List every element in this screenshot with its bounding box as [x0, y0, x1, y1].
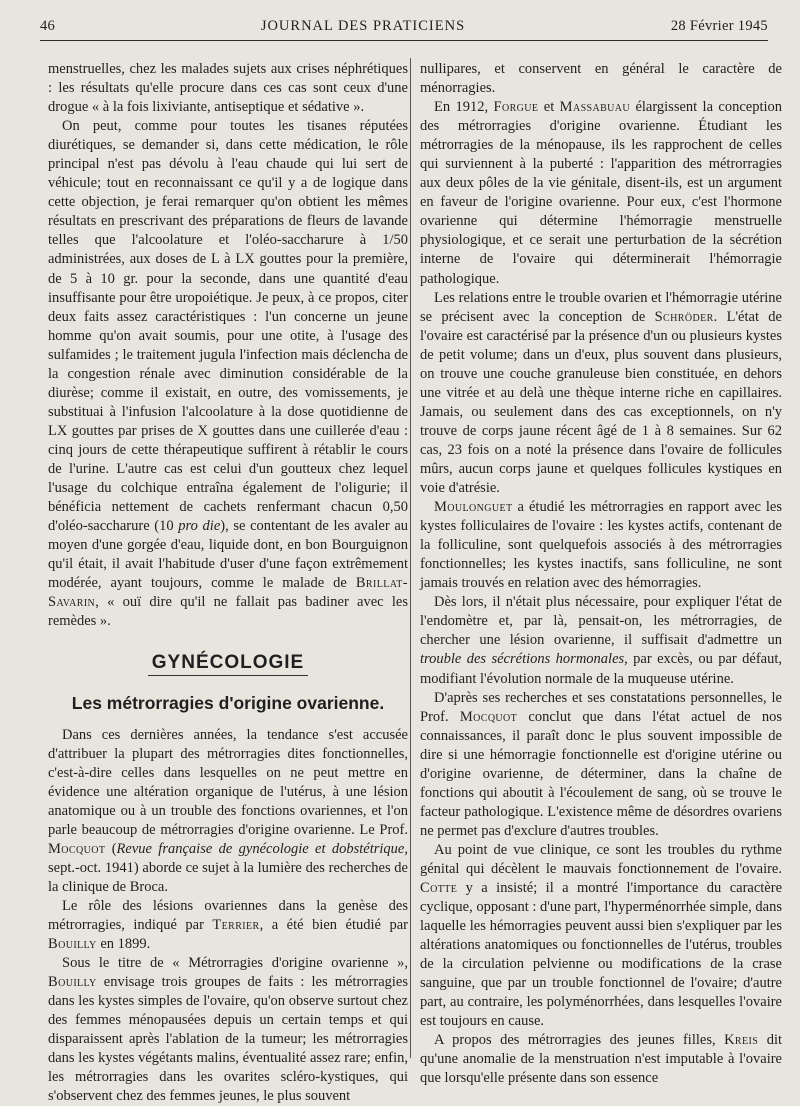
paragraph: menstruelles, chez les malades sujets aux crises néphrétiques : les résultats qu'elle procure dans ces cas sont ceux d'une drogue « à la fois lixiviante, antiseptique et sédative ».: [48, 61, 408, 116]
right-column: [420, 60, 783, 1087]
column-divider: [410, 58, 411, 1058]
paragraph: Au point de vue clinique, ce sont les troubles du rythme génital qui décèlent le mauvais fonctionnement de l'ovaire. Cotte y a insisté; il a montré l'importance du caractère cyclique, opposant : d'une part, l'hyperménorrhée simple, dans laquelle les hémorragies peuvent aussi bien s'expliquer par les altérations anatomiques ou fonctionnelles de l'utérus, troubles de la circulation pelvienne ou modifications de la crase sanguine, que par un trouble fonctionnel de l'ovaire; d'autre part, au contraire, les polyménorrhées, dans lesquelles l'ovaire est toujours en cause.: [420, 841, 782, 1030]
page-number: 46: [40, 17, 56, 34]
running-header: [40, 14, 768, 38]
section-rule: [148, 675, 308, 676]
paragraph: Le rôle des lésions ovariennes dans la genèse des métrorragies, indiqué par Terrier, a été bien étudié par Bouilly en 1899.: [48, 897, 408, 953]
paragraph: nullipares, et conservent en général le caractère de ménorragies.: [420, 61, 782, 97]
paragraph: Sous le titre de « Métrorragies d'origine ovarienne », Bouilly envisage trois groupes de faits : les métrorragies dans les kystes simples de l'ovaire, qu'on observe surtout chez des femmes ménopausées depuis un certain temps et qui disparaissent après l'ablation de la tumeur; les métrorragies dans les kystes végétants malins, éventualité assez rare; enfin, les métrorragies dans les ovarites scléro-kystiques, qui s'observent chez des femmes jeunes, le plus souvent: [48, 955, 408, 1105]
paragraph: Les relations entre le trouble ovarien et l'hémorragie utérine se précisent avec la conception de Schröder. L'état de l'ovaire est caractérisé par la présence d'un ou plusieurs kystes de petit volume; dans un d'eux, plus souvent dans plusieurs, on trouve une couche granuleuse bien constituée, en dehors une vitrée et au delà une thèque interne riche en capillaires. Jamais, ou seulement dans des cas exceptionnels, on n'y trouve de corps jaune récent âgé de 1 à 8 semaines. Sur 62 cas, 23 fois on a noté la présence dans l'ovaire de follicules mûrs, aucun corps jaune et quelques follicules kystiques en voie d'atrésie.: [420, 289, 782, 497]
paragraph: En 1912, Forgue et Massabuau élargissent la conception des métrorragies d'origine ovarienne. Étudiant les métrorragies de la ménopause, ils les rapprochent de celles qui surviennent à la puberté : l'apparition des métrorragies aux deux pôles de la vie génitale, disent-ils, est un argument en faveur de l'origine ovarienne. Pour eux, c'est l'hormone ovarienne qui détermine l'hémorragie menstruelle physiologique, et ce serait une perturbation de la sécrétion interne de l'ovaire qui déterminerait l'hémorragie pathologique.: [420, 99, 783, 287]
paragraph: Dans ces dernières années, la tendance s'est accusée d'attribuer la plupart des métrorragies dites fonctionnelles, c'est-à-dire celles dans lesquelles on ne peut mettre en évidence une altération organique de l'utérus, à une lésion anatomique ou à un trouble des fonctions ovariennes, et l'on parle beaucoup de métrorragies d'origine ovarienne. Le Prof. Mocquot (Revue française de gynécologie et dobstétrique, sept.-oct. 1941) aborde ce sujet à la lumière des recherches de la clinique de Broca.: [48, 726, 408, 895]
paragraph: On peut, comme pour toutes les tisanes réputées diurétiques, se demander si, dans cette médication, le rôle principal n'est pas dévolu à l'eau chaude qui lui sert de véhicule; tout en reconnaissant ce qu'il y a de logique dans cette objection, je ferai remarquer qu'on obtient les mêmes résultats en prescrivant des préparations de fleurs de lavande telles que l'alcoolature et l'oléo-saccharure à 1/50 administrées, aux doses de L à LX gouttes pour la première, de 5 à 10 gr. pour la seconde, dans une quantité d'eau insuffisante pour être uropoiétique. Je peux, à ce propos, citer deux faits assez caractéristiques : l'un concerne un jeune homme qu'on avait soumis, pour une otite, à l'usage des sulfamides ; le traitement jugula l'infection mais déclencha de la congestion rénale avec diminution considérable de la diurèse; comme il existait, en outre, des vomissements, je substituai à l'infusion l'alcoolature à la dose quotidienne de LX gouttes par prises de X gouttes dans une cuillerée d'eau : cinq jours de cette thérapeutique suffirent à rétablir le cours de l'urine. L'autre cas est celui d'un goutteux chez lequel l'usage du colchique entraîna également de l'oligurie; il bénéficia nettement de cachets renfermant chacun 0,50 d'oléo-saccharure (10 pro die), se contentant de les avaler au moyen d'une gorgée d'eau, liquide dont, en bon Bourguignon qu'il était, il avait l'habitude d'user d'une façon extrêmement modérée, ayant toujours, comme le malade de Brillat-Savarin, « ouï dire qu'il ne fallait pas badiner avec les remèdes ».: [48, 118, 409, 630]
paragraph: A propos des métrorragies des jeunes filles, Kreis dit qu'une anomalie de la menstruation n'est imputable à l'ovaire que lorsqu'elle présente dans son essence: [420, 1032, 783, 1087]
paragraph: D'après ses recherches et ses constatations personnelles, le Prof. Mocquot conclut que dans l'état actuel de nos connaissances, il paraît donc le plus souvent impossible de dire si une hémorragie fonctionnelle est d'origine utérine ou d'origine ovarienne, de déterminer, dans la chaîne de fonctions qui aboutit à l'écoulement de sang, où se trouve le facteur pathologique. L'existence même de désordres ovariens ne permet pas d'exclure d'autres troubles.: [420, 689, 782, 839]
header-rule: [40, 40, 768, 41]
article-title: Les métrorragies d'origine ovarienne.: [71, 693, 385, 714]
issue-date: 28 Février 1945: [670, 17, 768, 34]
paragraph: Moulonguet a étudié les métrorragies en rapport avec les kystes folliculaires de l'ovaire : les kystes actifs, contenant de la folliculine, sont quelquefois associés à des métrorragies fonctionnelles; les kystes inactifs, sans folliculine, ne sont jamais trouvés en relation avec des hémorragies.: [420, 499, 782, 592]
journal-title: JOURNAL DES PRATICIENS: [260, 17, 466, 34]
paragraph: Dès lors, il n'était plus nécessaire, pour expliquer l'état de l'endomètre et, par là, pensait-on, les métrorragies, de chercher une lésion ovarienne, il suffisait d'admettre un trouble des sécrétions hormonales, par excès, ou par défaut, modifiant l'évolution normale de la muqueuse utérine.: [420, 594, 782, 687]
left-column: [48, 60, 409, 1105]
section-title: GYNÉCOLOGIE: [151, 652, 305, 674]
